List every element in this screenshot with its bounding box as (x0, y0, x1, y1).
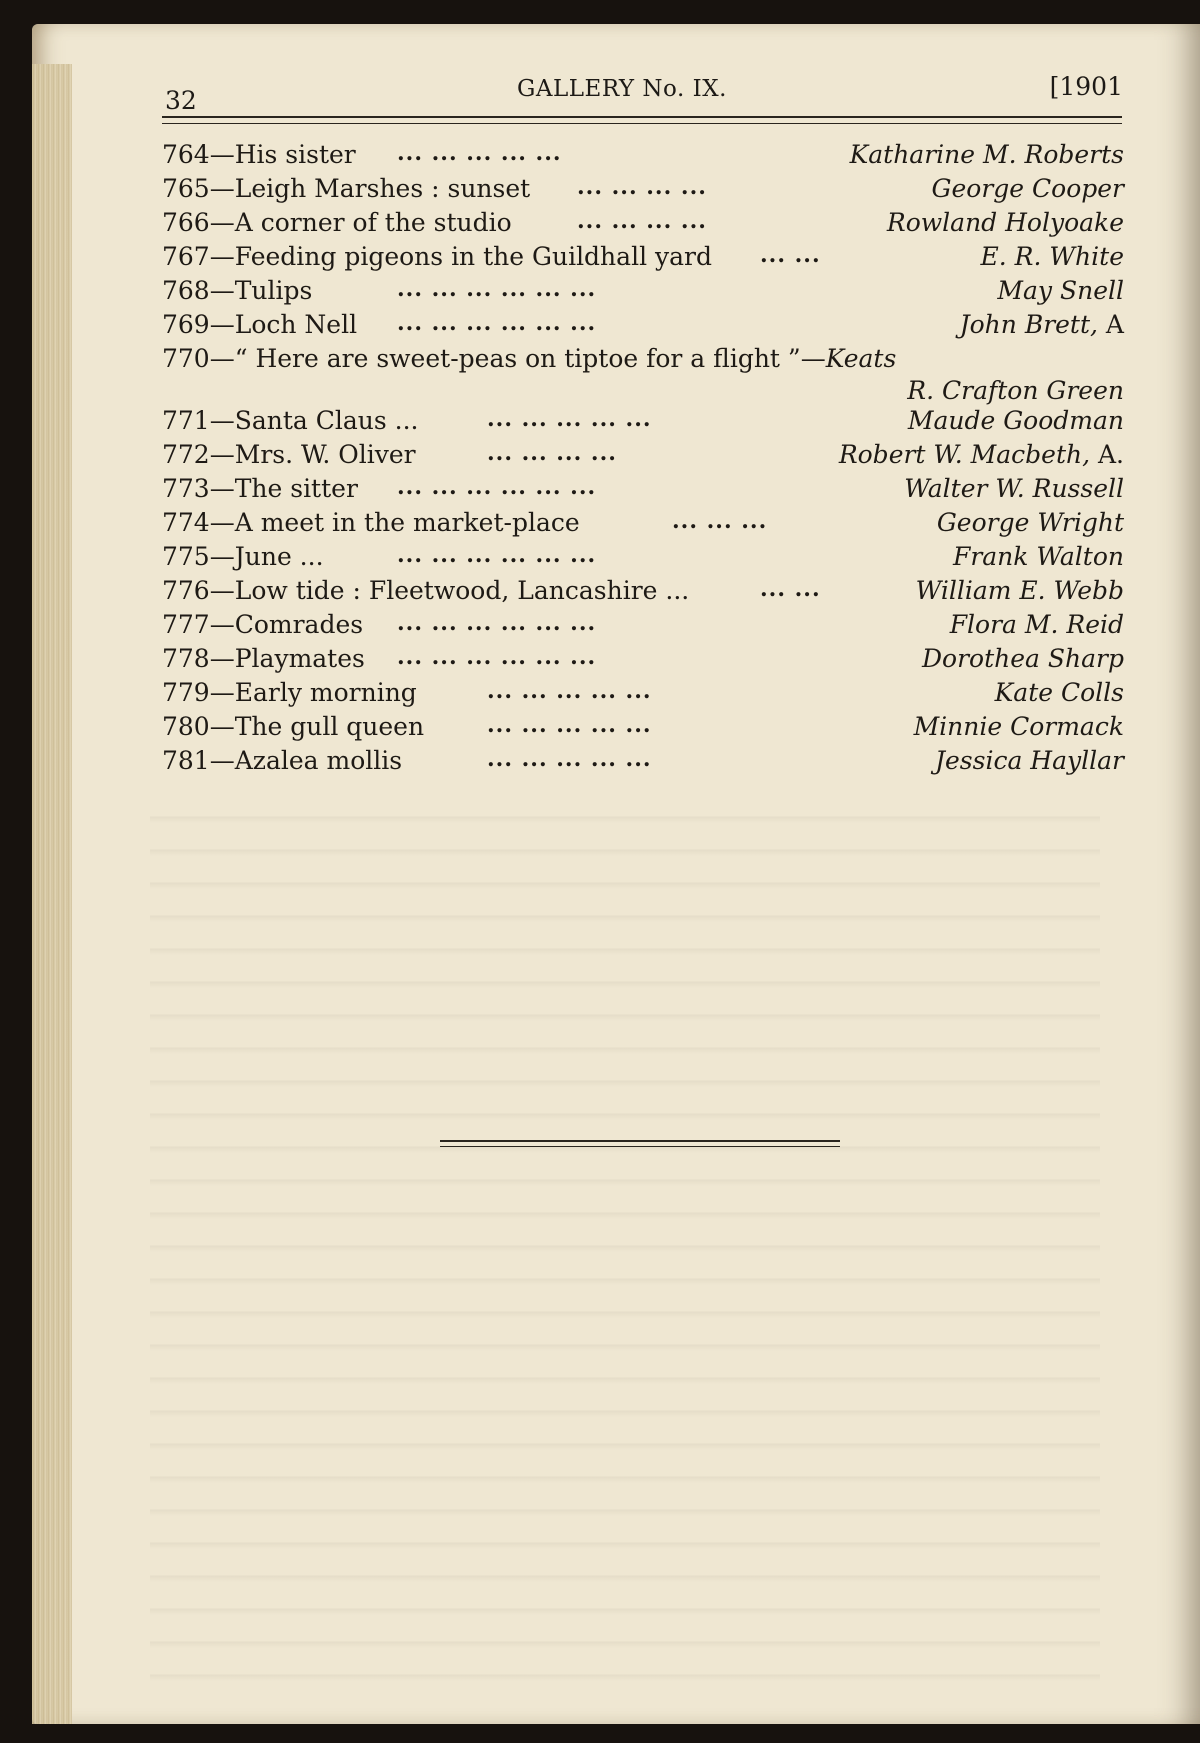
entry-artist: Flora M. Reid (949, 610, 1124, 639)
header-rule (162, 116, 1122, 124)
list-item (162, 174, 1124, 208)
leader-dots: ... ... ... ... ... ... (397, 276, 597, 302)
entry-title: 780—The gull queen (162, 712, 425, 741)
leader-dots: ... ... ... ... ... (397, 140, 562, 166)
entry-artist: John Brett, A (959, 310, 1124, 339)
list-item (162, 208, 1124, 242)
leader-dots: ... ... ... ... ... (487, 406, 652, 432)
entry-artist: Kate Colls (994, 678, 1124, 707)
show-through-text (150, 790, 1100, 1690)
section-end-rule (440, 1140, 840, 1147)
running-title: GALLERY No. IX. (517, 76, 727, 102)
entry-artist: Robert W. Macbeth, A. (838, 440, 1124, 469)
page-edges (32, 64, 72, 1724)
leader-dots: ... ... ... ... ... ... (397, 610, 597, 636)
leader-dots: ... ... ... ... ... ... (397, 542, 597, 568)
list-item (162, 678, 1124, 712)
list-item (162, 344, 1124, 406)
entry-title: 775—June ... (162, 542, 324, 571)
entry-title: 767—Feeding pigeons in the Guildhall yard (162, 242, 712, 271)
entry-title: 771—Santa Claus ... (162, 406, 419, 435)
leader-dots: ... ... ... ... ... ... (397, 644, 597, 670)
entry-artist: William E. Webb (915, 576, 1124, 605)
entry-title: 772—Mrs. W. Oliver (162, 440, 416, 469)
entry-artist: R. Crafton Green (907, 376, 1124, 405)
page-number: 32 (165, 86, 197, 115)
leader-dots: ... ... (760, 576, 821, 602)
leader-dots: ... ... ... ... ... (487, 678, 652, 704)
list-item (162, 576, 1124, 610)
leader-dots: ... ... ... ... (577, 208, 707, 234)
entry-artist: Frank Walton (952, 542, 1124, 571)
quote-author: Keats (825, 344, 897, 373)
list-item (162, 542, 1124, 576)
catalogue-list (162, 140, 1124, 780)
entry-artist: Jessica Hayllar (934, 746, 1124, 775)
entry-artist: Rowland Holyoake (886, 208, 1124, 237)
entry-title: 765—Leigh Marshes : sunset (162, 174, 531, 203)
list-item (162, 310, 1124, 344)
entry-title: 769—Loch Nell (162, 310, 358, 339)
leader-dots: ... ... ... ... (577, 174, 707, 200)
entry-title: 766—A corner of the studio (162, 208, 512, 237)
entry-title: 770—“ Here are sweet-peas on tiptoe for a flight ”—Keats (162, 344, 897, 373)
list-item (162, 440, 1124, 474)
year-mark: [1901 (1049, 72, 1123, 101)
leader-dots: ... ... ... ... ... (487, 746, 652, 772)
entry-artist: Maude Goodman (907, 406, 1124, 435)
list-item (162, 474, 1124, 508)
leader-dots: ... ... ... ... ... (487, 712, 652, 738)
entry-title: 781—Azalea mollis (162, 746, 403, 775)
entry-artist: Walter W. Russell (904, 474, 1124, 503)
list-item (162, 276, 1124, 310)
leader-dots: ... ... ... (672, 508, 768, 534)
entry-title: 774—A meet in the market-place (162, 508, 580, 537)
leader-dots: ... ... ... ... ... ... (397, 310, 597, 336)
entry-artist: Dorothea Sharp (922, 644, 1124, 673)
entry-artist: May Snell (997, 276, 1124, 305)
entry-artist: Minnie Cormack (913, 712, 1124, 741)
list-item (162, 644, 1124, 678)
entry-title: 779—Early morning (162, 678, 417, 707)
entry-title: 773—The sitter (162, 474, 358, 503)
entry-artist: E. R. White (980, 242, 1124, 271)
entry-artist: George Wright (936, 508, 1124, 537)
entry-title: 768—Tulips (162, 276, 313, 305)
list-item (162, 140, 1124, 174)
entry-artist: George Cooper (931, 174, 1124, 203)
leader-dots: ... ... ... ... (487, 440, 617, 466)
entry-title: 778—Playmates (162, 644, 365, 673)
page-header (165, 72, 1123, 115)
entry-title: 764—His sister (162, 140, 356, 169)
entry-title: 776—Low tide : Fleetwood, Lancashire ... (162, 576, 690, 605)
list-item (162, 406, 1124, 440)
entry-title: 777—Comrades (162, 610, 364, 639)
leader-dots: ... ... ... ... ... ... (397, 474, 597, 500)
leader-dots: ... ... (760, 242, 821, 268)
list-item (162, 610, 1124, 644)
list-item (162, 712, 1124, 746)
list-item (162, 746, 1124, 780)
list-item (162, 508, 1124, 542)
entry-artist: Katharine M. Roberts (849, 140, 1124, 169)
list-item (162, 242, 1124, 276)
